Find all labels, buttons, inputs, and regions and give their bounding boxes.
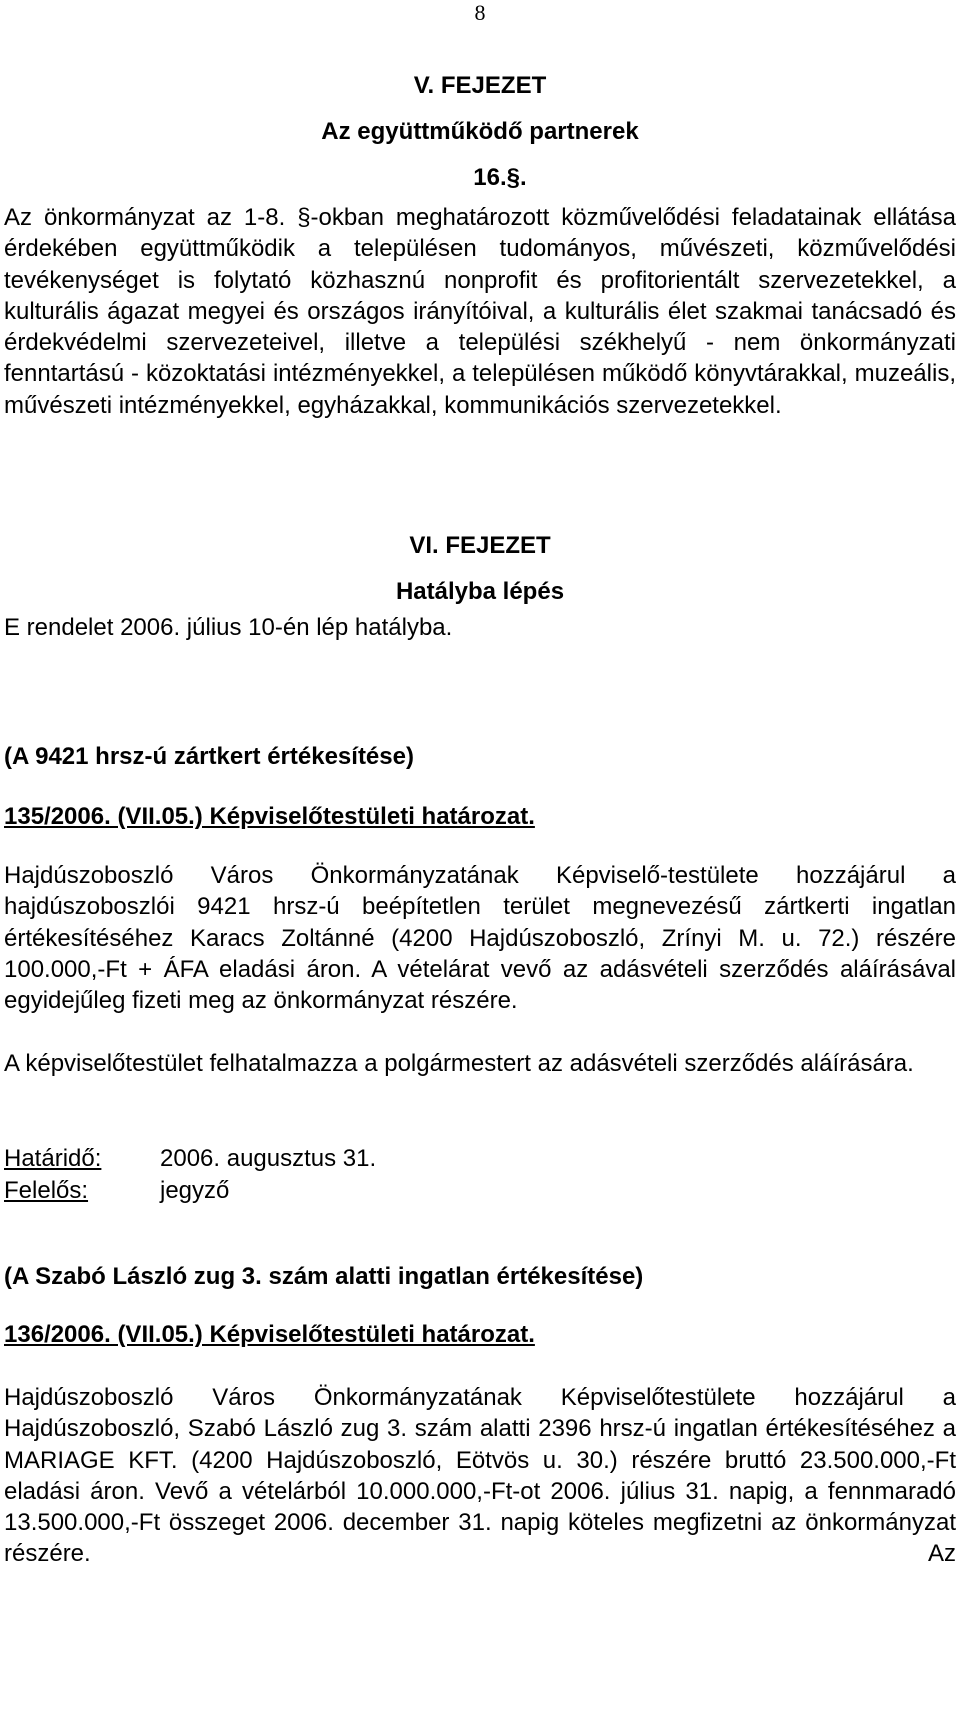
deadline-label: Határidő:	[4, 1145, 102, 1172]
chapter-6-body: E rendelet 2006. július 10-én lép hatályba.	[4, 614, 453, 641]
chapter-6-subtitle: Hatályba lépés	[395, 578, 565, 605]
responsible-label: Felelős:	[4, 1177, 89, 1204]
deadline-row	[4, 1144, 376, 1174]
responsible-row	[4, 1176, 229, 1206]
chapter-5-subtitle: Az együttműködő partnerek	[321, 118, 639, 145]
chapter-5-body: Az önkormányzat az 1-8. §-okban meghatározott közművelődési feladatainak ellátása érdekében együttműködik a településen tudományos, művészeti, közművelődési tevékenységet is folytató közhasznú nonprofit és profitorientált szervezetekkel, a kulturális ágazat megyei és országos irányítóival, a kulturális élet szakmai tanácsadó és érdekvédelmi szervezeteivel, illetve a települési székhelyű - nem önkormányzati fenntartású - közoktatási intézményekkel, a településen működő könyvtárakkal, muzeális, művészeti intézményekkel, egyházakkal, kommunikációs szervezetekkel.	[4, 204, 956, 419]
chapter-5-title: V. FEJEZET	[413, 72, 547, 99]
item-1-resolution: 135/2006. (VII.05.) Képviselőtestületi határozat.	[4, 803, 535, 830]
item-2-paragraph-1: Hajdúszoboszló Város Önkormányzatának Képviselőtestülete hozzájárul a Hajdúszoboszló, Szabó László zug 3. szám alatti 2396 hrsz-ú ingatlan értékesítéséhez a MARIAGE KFT. (4200 Hajdúszoboszló, Eötvös u. 30.) részére bruttó 23.500.000,-Ft eladási áron. Vevő a vételárból 10.000.000,-Ft-ot 2006. július 31. napig, a fennmaradó 13.500.000,-Ft összeget 2006. december 31. napig köteles megfizetni az önkormányzat részére. Az	[4, 1384, 956, 1568]
page-number: 8	[474, 0, 486, 25]
item-1-heading: (A 9421 hrsz-ú zártkert értékesítése)	[4, 743, 414, 770]
deadline-value: 2006. augusztus 31.	[160, 1145, 377, 1172]
chapter-6-title: VI. FEJEZET	[409, 532, 551, 559]
item-1-paragraph-1: Hajdúszoboszló Város Önkormányzatának Képviselő-testülete hozzájárul a hajdúszoboszlói 9421 hrsz-ú beépítetlen terület megnevezésű zártkerti ingatlan értékesítéséhez Karacs Zoltánné (4200 Hajdúszoboszló, Zrínyi M. u. 72.) részére 100.000,-Ft + ÁFA eladási áron. A vételárat vevő az adásvételi szerződés aláírásával egyidejűleg fizeti meg az önkormányzat részére.	[4, 862, 956, 1015]
item-2-resolution: 136/2006. (VII.05.) Képviselőtestületi határozat.	[4, 1321, 535, 1348]
responsible-value: jegyző	[160, 1177, 230, 1204]
section-number: 16.§.	[473, 164, 527, 191]
item-1-paragraph-2: A képviselőtestület felhatalmazza a polgármestert az adásvételi szerződés aláírására.	[4, 1050, 914, 1077]
item-2-heading: (A Szabó László zug 3. szám alatti ingatlan értékesítése)	[4, 1263, 644, 1290]
